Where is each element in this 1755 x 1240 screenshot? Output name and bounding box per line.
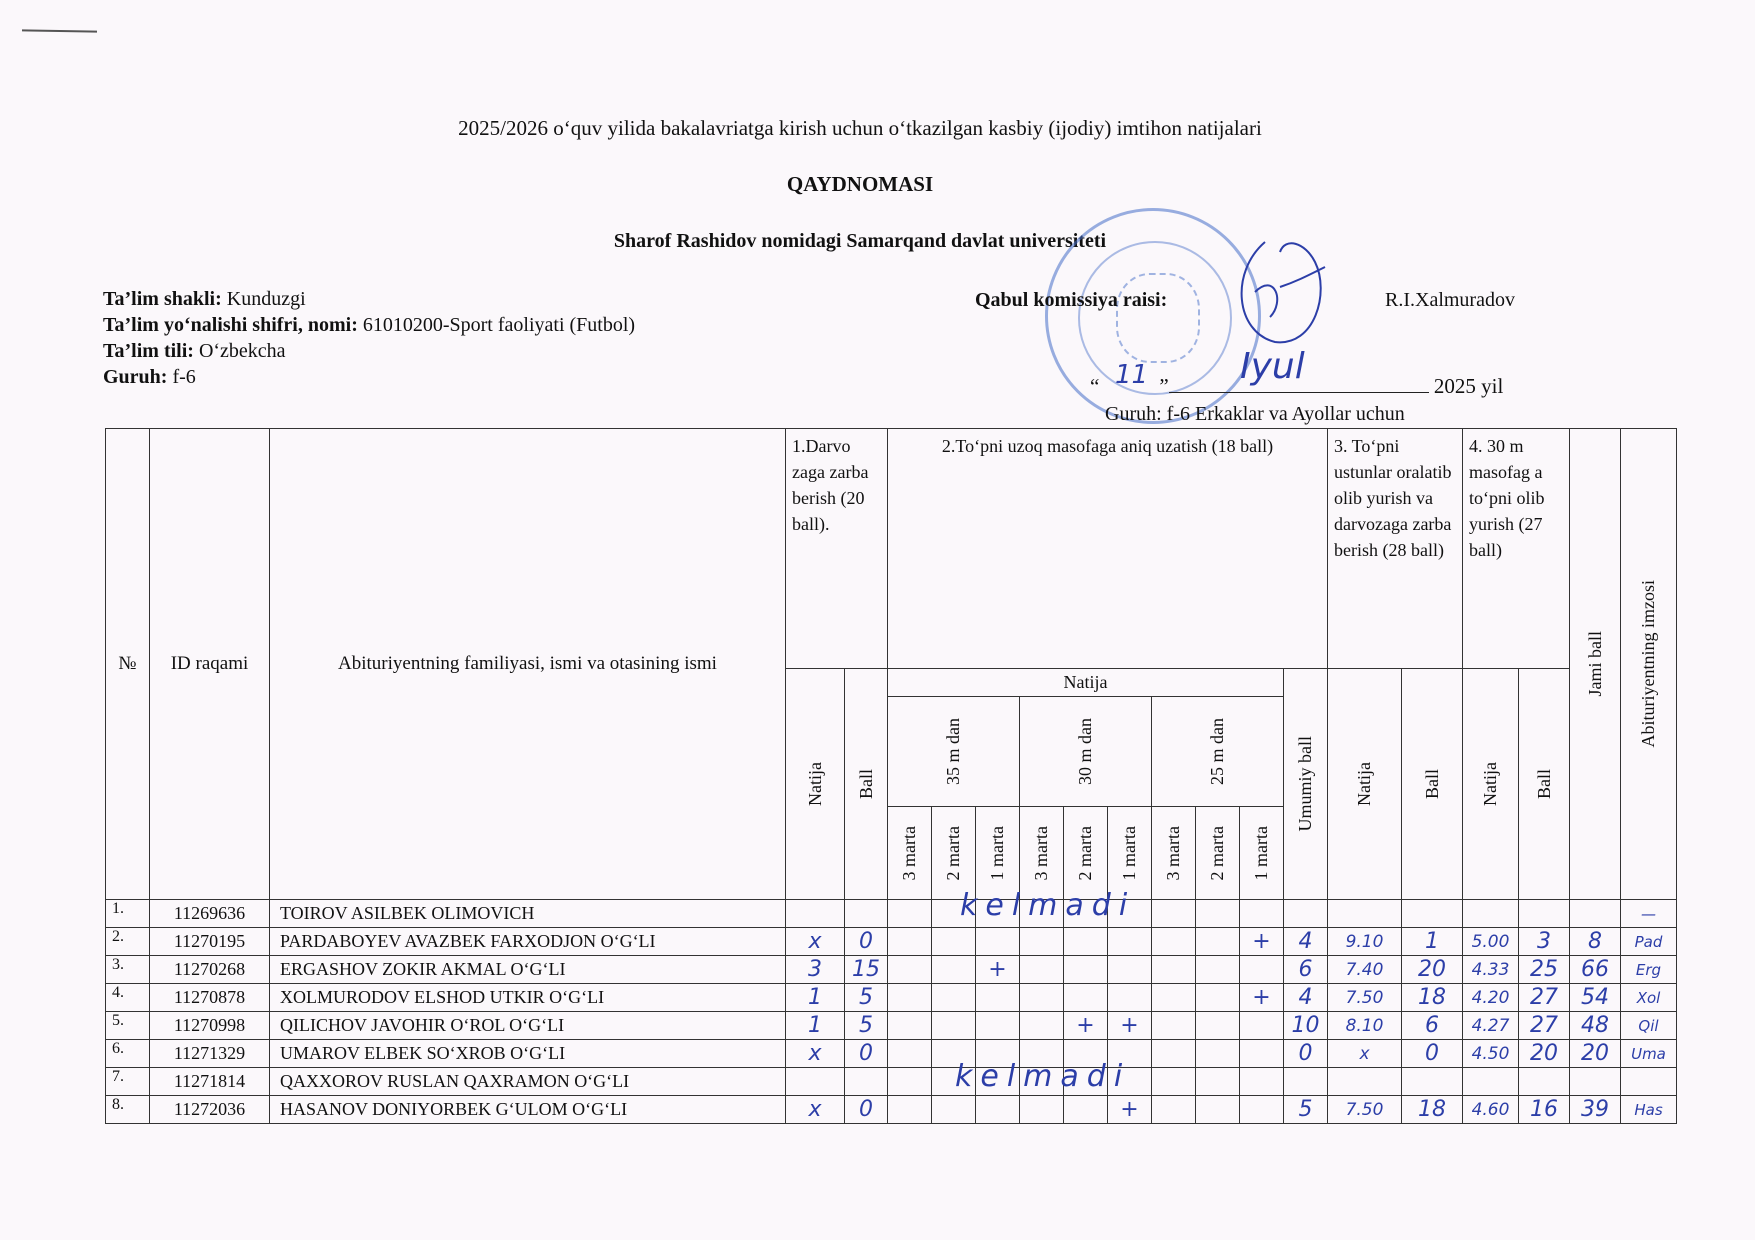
col-header-number: № bbox=[106, 429, 150, 900]
score-ex1b: 5 bbox=[845, 984, 888, 1012]
score-ex1n: 3 bbox=[786, 956, 845, 984]
results-rows bbox=[106, 900, 1677, 1124]
attempt-header: 1 marta bbox=[987, 825, 1007, 881]
score-ex3b: 6 bbox=[1402, 1012, 1463, 1040]
score-ex4n bbox=[1463, 900, 1519, 928]
attempt-header: 1 marta bbox=[1251, 825, 1271, 881]
score-d35-2 bbox=[932, 956, 976, 984]
score-ex3n: 7.50 bbox=[1328, 1096, 1402, 1124]
score-ex4b: 27 bbox=[1519, 1012, 1570, 1040]
score-total: 8 bbox=[1570, 928, 1621, 956]
score-ex1b bbox=[845, 1068, 888, 1096]
table-row bbox=[106, 1096, 1677, 1124]
score-ex4b: 20 bbox=[1519, 1040, 1570, 1068]
score-ex4b: 25 bbox=[1519, 956, 1570, 984]
score-umumiy: 6 bbox=[1284, 956, 1328, 984]
document-title: 2025/2026 o‘quv yilida bakalavriatga kirish uchun o‘tkazilgan kasbiy (ijodiy) imtihon natijalari bbox=[458, 116, 1262, 140]
score-umumiy bbox=[1284, 900, 1328, 928]
score-ex3b: 18 bbox=[1402, 984, 1463, 1012]
score-d35-2 bbox=[932, 928, 976, 956]
score-umumiy: 4 bbox=[1284, 984, 1328, 1012]
row-number: 2. bbox=[106, 928, 150, 956]
score-ex1n: x bbox=[786, 1040, 845, 1068]
score-d30-2 bbox=[1064, 984, 1108, 1012]
score-total: 39 bbox=[1570, 1096, 1621, 1124]
score-d25-2 bbox=[1196, 1068, 1240, 1096]
table-row bbox=[106, 1040, 1677, 1068]
applicant-id: 11270195 bbox=[150, 928, 270, 956]
score-d30-1: + bbox=[1108, 1096, 1152, 1124]
ex2-total-header: Umumiy ball bbox=[1295, 736, 1315, 832]
score-ex4b bbox=[1519, 1068, 1570, 1096]
applicant-id: 11270268 bbox=[150, 956, 270, 984]
chair-signature bbox=[1225, 232, 1335, 347]
date-day: 11 bbox=[1115, 360, 1149, 390]
distance-25-header: 25 m dan bbox=[1207, 718, 1227, 785]
language-value: O‘zbekcha bbox=[198, 340, 286, 362]
score-d35-2 bbox=[932, 984, 976, 1012]
score-d25-2 bbox=[1196, 1012, 1240, 1040]
score-d30-2 bbox=[1064, 928, 1108, 956]
score-ex1n: 1 bbox=[786, 1012, 845, 1040]
score-ex4b: 16 bbox=[1519, 1096, 1570, 1124]
date-quote-open: “ bbox=[1090, 374, 1100, 398]
col-header-name: Abituriyentning familiyasi, ismi va otasining ismi bbox=[270, 429, 786, 900]
applicant-name: ERGASHOV ZOKIR AKMAL O‘G‘LI bbox=[270, 956, 786, 984]
ex2-result-header: Natija bbox=[888, 669, 1284, 697]
score-ex4n: 4.20 bbox=[1463, 984, 1519, 1012]
applicant-id: 11270998 bbox=[150, 1012, 270, 1040]
commission-label: Qabul komissiya raisi: bbox=[975, 289, 1168, 311]
score-total: 48 bbox=[1570, 1012, 1621, 1040]
applicant-name: QILICHOV JAVOHIR O‘ROL O‘G‘LI bbox=[270, 1012, 786, 1040]
score-d25-2 bbox=[1196, 928, 1240, 956]
exercise1-header: 1.Darvo zaga zarba berish (20 ball). bbox=[786, 429, 888, 669]
row-number: 1. bbox=[106, 900, 150, 928]
applicant-name: TOIROV ASILBEK OLIMOVICH bbox=[270, 900, 786, 928]
score-d30-2 bbox=[1064, 956, 1108, 984]
score-ex3n: 7.40 bbox=[1328, 956, 1402, 984]
applicant-signature: Has bbox=[1621, 1096, 1677, 1124]
score-d35-3 bbox=[888, 984, 932, 1012]
applicant-id: 11269636 bbox=[150, 900, 270, 928]
row-number: 8. bbox=[106, 1096, 150, 1124]
score-d25-2 bbox=[1196, 984, 1240, 1012]
score-d30-3 bbox=[1020, 984, 1064, 1012]
date-quote-close: ” bbox=[1159, 374, 1169, 398]
university-name: Sharof Rashidov nomidagi Samarqand davlat universiteti bbox=[613, 230, 1107, 252]
score-umumiy bbox=[1284, 1068, 1328, 1096]
score-d35-3 bbox=[888, 956, 932, 984]
col-header-signature: Abituriyentning imzosi bbox=[1638, 580, 1658, 748]
score-d35-3 bbox=[888, 1040, 932, 1068]
attempt-header: 3 marta bbox=[1031, 825, 1051, 881]
applicant-name: XOLMURODOV ELSHOD UTKIR O‘G‘LI bbox=[270, 984, 786, 1012]
score-d35-3 bbox=[888, 928, 932, 956]
score-d35-2 bbox=[932, 1012, 976, 1040]
signing-date bbox=[1090, 346, 1504, 399]
applicant-name: PARDABOYEV AVAZBEK FARXODJON O‘G‘LI bbox=[270, 928, 786, 956]
attempt-header: 3 marta bbox=[1163, 825, 1183, 881]
score-umumiy: 5 bbox=[1284, 1096, 1328, 1124]
corner-scan-mark bbox=[22, 29, 97, 32]
score-d25-3 bbox=[1152, 928, 1196, 956]
results-table bbox=[105, 428, 1677, 1124]
score-ex4n: 4.27 bbox=[1463, 1012, 1519, 1040]
applicant-signature: Erg bbox=[1621, 956, 1677, 984]
document-subtitle: QAYDNOMASI bbox=[786, 172, 934, 196]
score-total: 54 bbox=[1570, 984, 1621, 1012]
score-umumiy: 0 bbox=[1284, 1040, 1328, 1068]
table-row bbox=[106, 928, 1677, 956]
score-umumiy: 4 bbox=[1284, 928, 1328, 956]
score-ex4b bbox=[1519, 900, 1570, 928]
row-number: 7. bbox=[106, 1068, 150, 1096]
score-d25-1 bbox=[1240, 1040, 1284, 1068]
score-ex4n: 4.33 bbox=[1463, 956, 1519, 984]
table-row bbox=[106, 900, 1677, 928]
score-d35-3 bbox=[888, 900, 932, 928]
score-ex3b: 0 bbox=[1402, 1040, 1463, 1068]
score-ex1b: 0 bbox=[845, 1040, 888, 1068]
applicant-signature: Uma bbox=[1621, 1040, 1677, 1068]
score-d35-1: + bbox=[976, 956, 1020, 984]
applicant-name: QAXXOROV RUSLAN QAXRAMON O‘G‘LI bbox=[270, 1068, 786, 1096]
score-d25-1 bbox=[1240, 1012, 1284, 1040]
row-number: 5. bbox=[106, 1012, 150, 1040]
attempt-header: 2 marta bbox=[943, 825, 963, 881]
score-total: 20 bbox=[1570, 1040, 1621, 1068]
score-d25-3 bbox=[1152, 1012, 1196, 1040]
score-d30-1 bbox=[1108, 956, 1152, 984]
score-ex3n bbox=[1328, 900, 1402, 928]
score-d25-2 bbox=[1196, 956, 1240, 984]
direction-value: 61010200-Sport faoliyati (Futbol) bbox=[362, 314, 636, 336]
exercise2-header: 2.To‘pni uzoq masofaga aniq uzatish (18 ball) bbox=[888, 429, 1328, 669]
attempt-header: 3 marta bbox=[899, 825, 919, 881]
score-d30-3 bbox=[1020, 928, 1064, 956]
form-label: Ta’lim shakli: bbox=[103, 288, 222, 310]
applicant-name: UMAROV ELBEK SO‘XROB O‘G‘LI bbox=[270, 1040, 786, 1068]
score-umumiy: 10 bbox=[1284, 1012, 1328, 1040]
date-month: Iyul bbox=[1240, 346, 1305, 387]
ex3-ball-header: Ball bbox=[1421, 769, 1442, 799]
distance-35-header: 35 m dan bbox=[943, 718, 963, 785]
applicant-id: 11271329 bbox=[150, 1040, 270, 1068]
score-d25-3 bbox=[1152, 1068, 1196, 1096]
score-d25-3 bbox=[1152, 1040, 1196, 1068]
attempt-header: 2 marta bbox=[1075, 825, 1095, 881]
score-d25-1 bbox=[1240, 956, 1284, 984]
ex1-ball-header: Ball bbox=[855, 769, 876, 799]
row-number: 4. bbox=[106, 984, 150, 1012]
score-ex4b: 27 bbox=[1519, 984, 1570, 1012]
score-d25-1: + bbox=[1240, 928, 1284, 956]
score-ex3b: 1 bbox=[1402, 928, 1463, 956]
score-ex1n: 1 bbox=[786, 984, 845, 1012]
score-d30-1: + bbox=[1108, 1012, 1152, 1040]
score-total bbox=[1570, 900, 1621, 928]
score-d30-3 bbox=[1020, 956, 1064, 984]
score-d25-1 bbox=[1240, 1068, 1284, 1096]
score-d25-1 bbox=[1240, 1096, 1284, 1124]
form-value: Kunduzgi bbox=[226, 288, 306, 310]
score-ex1n: x bbox=[786, 1096, 845, 1124]
score-ex1b bbox=[845, 900, 888, 928]
score-ex4n: 4.60 bbox=[1463, 1096, 1519, 1124]
score-d30-1 bbox=[1108, 984, 1152, 1012]
commission-chair-name: R.I.Xalmuradov bbox=[1385, 289, 1515, 311]
language-label: Ta’lim tili: bbox=[103, 340, 194, 362]
score-ex3b bbox=[1402, 1068, 1463, 1096]
score-d35-1 bbox=[976, 1096, 1020, 1124]
score-ex3n: 8.10 bbox=[1328, 1012, 1402, 1040]
score-d25-2 bbox=[1196, 900, 1240, 928]
score-d30-2 bbox=[1064, 1096, 1108, 1124]
col-header-total: Jami ball bbox=[1584, 631, 1605, 697]
score-d30-2: + bbox=[1064, 1012, 1108, 1040]
applicant-signature: Pad bbox=[1621, 928, 1677, 956]
row-number: 3. bbox=[106, 956, 150, 984]
table-row bbox=[106, 984, 1677, 1012]
direction-label: Ta’lim yo‘nalishi shifri, nomi: bbox=[103, 314, 358, 336]
exercise4-header: 4. 30 m masofag a to‘pni olib yurish (27 ball) bbox=[1463, 429, 1570, 669]
score-d30-3 bbox=[1020, 1012, 1064, 1040]
exam-meta bbox=[103, 286, 635, 390]
group-value: f-6 bbox=[172, 366, 196, 388]
score-ex4n: 5.00 bbox=[1463, 928, 1519, 956]
score-ex3b: 18 bbox=[1402, 1096, 1463, 1124]
score-ex1b: 0 bbox=[845, 1096, 888, 1124]
score-ex3n bbox=[1328, 1068, 1402, 1096]
applicant-id: 11272036 bbox=[150, 1096, 270, 1124]
distance-30-header: 30 m dan bbox=[1075, 718, 1095, 785]
absent-note-row1: kelmadi bbox=[960, 888, 1136, 923]
score-d35-2 bbox=[932, 1096, 976, 1124]
applicant-id: 11271814 bbox=[150, 1068, 270, 1096]
score-d35-1 bbox=[976, 1012, 1020, 1040]
applicant-name: HASANOV DONIYORBEK G‘ULOM O‘G‘LI bbox=[270, 1096, 786, 1124]
group-note: Guruh: f-6 Erkaklar va Ayollar uchun bbox=[1105, 403, 1405, 425]
ex3-result-header: Natija bbox=[1354, 762, 1374, 806]
date-year: 2025 yil bbox=[1433, 374, 1504, 398]
score-d35-1 bbox=[976, 928, 1020, 956]
score-d25-3 bbox=[1152, 956, 1196, 984]
score-ex3n: 9.10 bbox=[1328, 928, 1402, 956]
score-d25-1: + bbox=[1240, 984, 1284, 1012]
score-d30-3 bbox=[1020, 1096, 1064, 1124]
score-ex3n: x bbox=[1328, 1040, 1402, 1068]
score-d35-3 bbox=[888, 1096, 932, 1124]
score-ex4b: 3 bbox=[1519, 928, 1570, 956]
exercise3-header: 3. To‘pni ustunlar oralatib olib yurish va darvozaga zarba berish (28 ball) bbox=[1328, 429, 1463, 669]
score-d25-3 bbox=[1152, 984, 1196, 1012]
score-ex1b: 0 bbox=[845, 928, 888, 956]
table-row bbox=[106, 1012, 1677, 1040]
score-d25-1 bbox=[1240, 900, 1284, 928]
score-d25-2 bbox=[1196, 1096, 1240, 1124]
score-ex1b: 5 bbox=[845, 1012, 888, 1040]
score-d25-3 bbox=[1152, 900, 1196, 928]
score-ex1b: 15 bbox=[845, 956, 888, 984]
score-ex3b bbox=[1402, 900, 1463, 928]
applicant-id: 11270878 bbox=[150, 984, 270, 1012]
applicant-signature bbox=[1621, 1068, 1677, 1096]
ex1-result-header: Natija bbox=[804, 762, 825, 806]
applicant-signature: — bbox=[1621, 900, 1677, 928]
applicant-signature: Qil bbox=[1621, 1012, 1677, 1040]
score-ex1n bbox=[786, 900, 845, 928]
score-total: 66 bbox=[1570, 956, 1621, 984]
ex4-result-header: Natija bbox=[1480, 762, 1500, 806]
group-label: Guruh: bbox=[103, 366, 168, 388]
score-ex4n: 4.50 bbox=[1463, 1040, 1519, 1068]
table-row bbox=[106, 956, 1677, 984]
col-header-id: ID raqami bbox=[150, 429, 270, 900]
score-ex1n: x bbox=[786, 928, 845, 956]
applicant-signature: Xol bbox=[1621, 984, 1677, 1012]
score-d25-2 bbox=[1196, 1040, 1240, 1068]
absent-note-row7: kelmadi bbox=[955, 1059, 1131, 1094]
attempt-header: 2 marta bbox=[1207, 825, 1227, 881]
score-d35-3 bbox=[888, 1012, 932, 1040]
score-d30-1 bbox=[1108, 928, 1152, 956]
score-d35-3 bbox=[888, 1068, 932, 1096]
score-total bbox=[1570, 1068, 1621, 1096]
table-row bbox=[106, 1068, 1677, 1096]
row-number: 6. bbox=[106, 1040, 150, 1068]
score-d35-1 bbox=[976, 984, 1020, 1012]
attempt-header: 1 marta bbox=[1119, 825, 1139, 881]
ex4-ball-header: Ball bbox=[1533, 769, 1554, 799]
score-ex3b: 20 bbox=[1402, 956, 1463, 984]
score-ex1n bbox=[786, 1068, 845, 1096]
score-ex4n bbox=[1463, 1068, 1519, 1096]
score-ex3n: 7.50 bbox=[1328, 984, 1402, 1012]
score-d25-3 bbox=[1152, 1096, 1196, 1124]
